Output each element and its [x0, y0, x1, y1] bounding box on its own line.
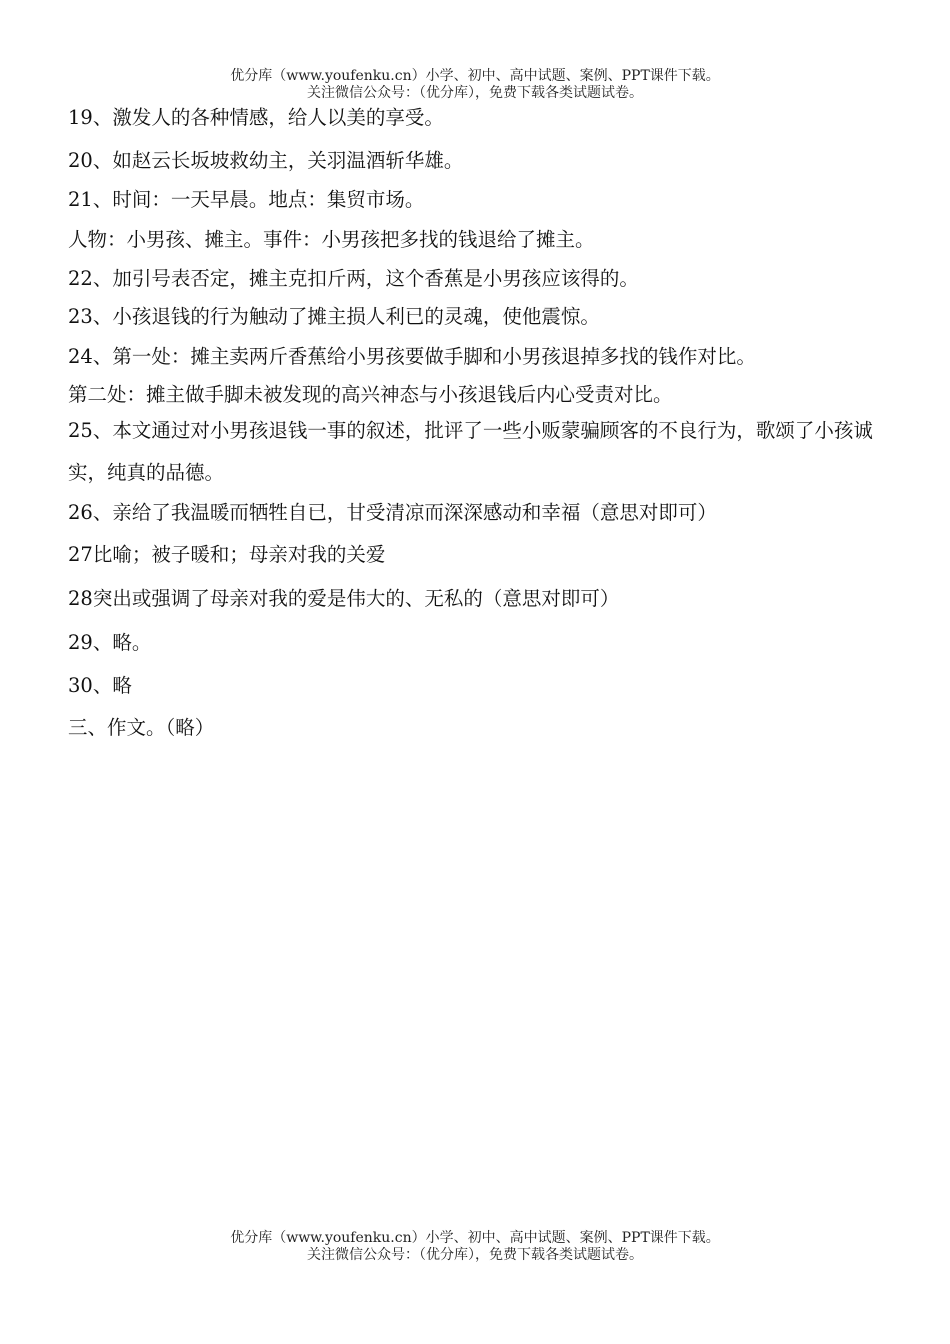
answer-27: 27比喻；被子暖和；母亲对我的关爱	[68, 543, 386, 566]
page-footer	[0, 1230, 950, 1264]
answer-24: 24、第一处：摊主卖两斤香蕉给小男孩要做手脚和小男孩退掉多找的钱作对比。	[68, 345, 756, 368]
footer-line-1: 优分库（www.youfenku.cn）小学、初中、高中试题、案例、PPT课件下载。	[230, 1230, 720, 1246]
answer-21: 21、时间：一天早晨。地点：集贸市场。	[68, 188, 425, 211]
header-line-1: 优分库（www.youfenku.cn）小学、初中、高中试题、案例、PPT课件下载。	[230, 68, 720, 84]
footer-line-2: 关注微信公众号：（优分库），免费下载各类试题试卷。	[307, 1247, 643, 1263]
answer-19: 19、激发人的各种情感，给人以美的享受。	[68, 106, 444, 129]
answer-28: 28突出或强调了母亲对我的爱是伟大的、无私的（意思对即可）	[68, 587, 620, 610]
answer-20: 20、如赵云长坂坡救幼主，关羽温酒斩华雄。	[68, 149, 464, 172]
answer-21-continued: 人物：小男孩、摊主。事件：小男孩把多找的钱退给了摊主。	[68, 228, 595, 251]
answer-29: 29、略。	[68, 631, 152, 654]
header-line-2: 关注微信公众号：（优分库），免费下载各类试题试卷。	[307, 85, 643, 101]
essay-section: 三、作文。（略）	[68, 716, 215, 739]
answer-26: 26、亲给了我温暖而牺牲自已，甘受清凉而深深感动和幸福（意思对即可）	[68, 501, 717, 524]
answer-24-continued: 第二处：摊主做手脚未被发现的高兴神态与小孩退钱后内心受责对比。	[68, 383, 673, 406]
answer-23: 23、小孩退钱的行为触动了摊主损人利已的灵魂，使他震惊。	[68, 305, 600, 328]
answer-25: 25、本文通过对小男孩退钱一事的叙述，批评了一些小贩蒙骗顾客的不良行为，歌颂了小孩诚实，纯真的品德。	[68, 419, 873, 484]
answer-22: 22、加引号表否定，摊主克扣斤两，这个香蕉是小男孩应该得的。	[68, 267, 639, 290]
answer-30: 30、略	[68, 674, 132, 697]
page-header	[0, 68, 950, 102]
